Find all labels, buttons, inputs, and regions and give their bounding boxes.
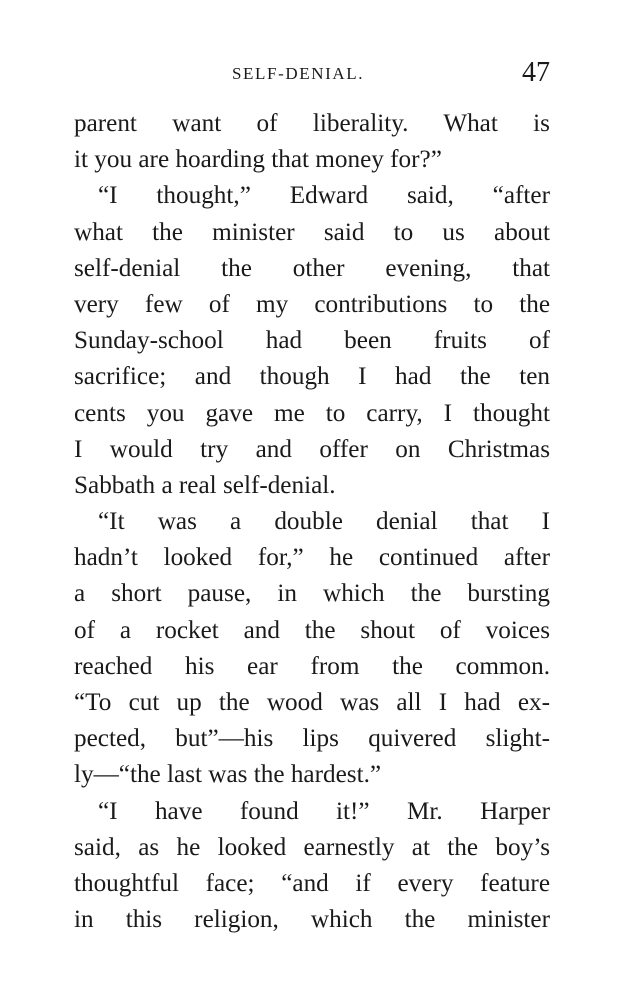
text-line: said, as he looked earnestly at the boy’s [74, 833, 550, 861]
text-line: it you are hoarding that money for?” [74, 146, 442, 174]
text-line: what the minister said to us about [74, 218, 550, 246]
text-line: self-denial the other evening, that [74, 254, 550, 282]
text-line: pected, but”—his lips quivered slight- [74, 725, 550, 753]
text-line: hadn’t looked for,” he continued after [74, 544, 550, 572]
text-line: “It was a double denial that I [98, 508, 550, 536]
text-line: ly—“the last was the hardest.” [74, 761, 382, 789]
text-line: Sunday-school had been fruits of [74, 327, 550, 355]
text-line: “I thought,” Edward said, “after [98, 182, 550, 210]
text-line: in this religion, which the minister [74, 906, 550, 934]
text-line: a short pause, in which the bursting [74, 580, 550, 608]
text-line: thoughtful face; “and if every feature [74, 869, 550, 897]
text-line: I would try and offer on Christmas [74, 435, 550, 463]
text-line: “To cut up the wood was all I had ex- [74, 689, 550, 716]
page-number: 47 [522, 57, 550, 88]
running-title: SELF-DENIAL. [232, 64, 365, 83]
text-line: reached his ear from the common. [74, 652, 550, 680]
text-line: of a rocket and the shout of voices [74, 616, 550, 644]
text-line: sacrifice; and though I had the ten [74, 363, 550, 391]
text-line: cents you gave me to carry, I thought [74, 399, 550, 427]
text-line: very few of my contributions to the [74, 290, 550, 318]
body-text [74, 106, 550, 938]
text-line: parent want of liberality. What is [74, 110, 550, 137]
text-line: “I have found it!” Mr. Harper [98, 797, 550, 825]
running-head [74, 58, 550, 92]
text-line: Sabbath a real self-denial. [74, 471, 336, 499]
